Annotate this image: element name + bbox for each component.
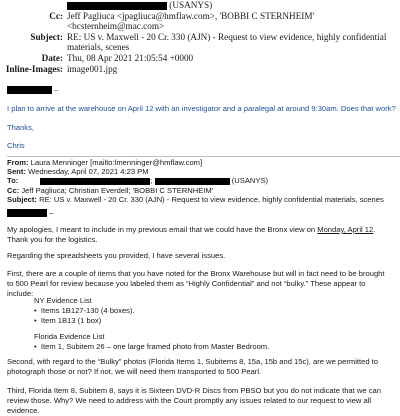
redaction-block bbox=[40, 178, 150, 185]
email-salutation: – bbox=[7, 208, 391, 218]
fwd-sent-row bbox=[7, 167, 384, 176]
subject-value-cont: materials, scenes bbox=[67, 42, 130, 53]
fwd-sent-label: Sent: bbox=[7, 167, 26, 177]
inline-images-label: Inline-Images: bbox=[5, 63, 63, 74]
fl-evidence-title: Florida Evidence List bbox=[34, 332, 105, 341]
fwd-to-suffix: (USANYS) bbox=[231, 176, 269, 186]
fwd-from-value: Laura Menninger [mailto:lmenninger@hmflaw.com] bbox=[30, 158, 203, 167]
email-paragraph-2: Regarding the spreadsheets you provided, I have several issues. bbox=[7, 251, 226, 260]
subject-value: RE: US v. Maxwell - 20 Cr. 330 (AJN) - Request to view evidence, highly confidential bbox=[67, 31, 387, 42]
forwarded-header bbox=[7, 158, 384, 204]
header-to-row bbox=[0, 0, 400, 11]
fwd-cc-label: Cc: bbox=[7, 185, 20, 195]
date-highlight: Monday, April 12 bbox=[317, 225, 374, 234]
email-paragraph-4: Second, with regard to the “Bulky” photos (Florida Items 1, Subitems 8, 15a, 15b and 15c), are we permitted to photograph those or not? If not, we will need them transported to 500 Pearl. bbox=[7, 357, 379, 376]
email-paragraph-1: My apologies, I meant to include in my previous email that we could have the Bronx view on Monday, April 12. Thank you for the logistics. bbox=[7, 225, 376, 244]
reply-thanks: Thanks, bbox=[7, 123, 35, 132]
ny-evidence-section bbox=[34, 296, 374, 326]
email-paragraph-3: First, there are a couple of items that you have noted for the Bronx Warehouse but will in fact need to be brought to 500 Pearl for review because you labeled them as “Highly Confidential” and not “bulky.” These appear to include: bbox=[7, 269, 385, 298]
header-subject-row bbox=[0, 32, 400, 43]
fwd-cc-row bbox=[7, 186, 384, 195]
cc-label: Cc: bbox=[49, 10, 63, 21]
fwd-cc-value: Jeff Pagliuca; Christian Everdell; 'BOBBI C STERNHEIM' bbox=[21, 185, 214, 195]
reply-body: I plan to arrive at the warehouse on April 12 with an investigator and a paralegal at around 9:30am. Does that work? bbox=[7, 104, 396, 113]
subject-label: Subject: bbox=[30, 31, 63, 42]
fwd-from-label: From: bbox=[7, 158, 29, 167]
ny-evidence-title: NY Evidence List bbox=[34, 296, 92, 305]
inline-images-value: image001.jpg bbox=[67, 63, 118, 74]
fwd-to-row: To: ; (USANYS) bbox=[7, 176, 269, 186]
list-item: • Item 1, Subitem 26 – one large framed photo from Master Bedroom. bbox=[34, 342, 270, 351]
cc-value: Jeff Pagliuca <jpagliuca@hmflaw.com>, 'BOBBI C STERNHEIM' bbox=[67, 10, 315, 21]
header-cc-row bbox=[0, 11, 400, 22]
redaction-block bbox=[155, 178, 230, 185]
header-inline-images-row bbox=[0, 64, 400, 75]
date-label: Date: bbox=[41, 52, 63, 63]
fwd-subject-label: Subject: bbox=[7, 194, 37, 204]
fl-evidence-section bbox=[34, 332, 374, 352]
email-header bbox=[0, 0, 400, 74]
cc-value-cont: <bcsternheim@mac.com> bbox=[67, 21, 165, 32]
fwd-from-row bbox=[7, 158, 384, 167]
list-item: • Item 1B13 (1 box) bbox=[34, 316, 102, 325]
fwd-subject-value: RE: US v. Maxwell - 20 Cr. 330 (AJN) - Request to view evidence, highly confidential materials, scenes bbox=[39, 194, 384, 204]
divider bbox=[7, 156, 400, 157]
reply-signature: Chris bbox=[7, 141, 25, 150]
reply-salutation: – bbox=[7, 85, 58, 94]
fwd-sent-value: Wednesday, April 07, 2021 4:23 PM bbox=[28, 167, 149, 177]
header-to-suffix: (USANYS) bbox=[169, 0, 213, 10]
date-value: Thu, 08 Apr 2021 21:05:54 +0000 bbox=[67, 52, 194, 63]
fwd-subject-row bbox=[7, 195, 384, 204]
list-item: • Items 1B127-130 (4 boxes). bbox=[34, 306, 135, 315]
fwd-to-label: To: bbox=[7, 176, 19, 186]
redaction-block bbox=[7, 86, 52, 94]
email-paragraph-5: Third, Florida Item 8, Subitem 8, says it is Sixteen DVD-R Discs from PBSO but you do not indicate that we can review those. Why? We need to address with the Court promptly any issues related to our request to view all evidence. bbox=[7, 386, 381, 415]
redaction-block bbox=[67, 2, 167, 10]
redaction-block bbox=[7, 209, 47, 217]
header-date-row bbox=[0, 53, 400, 64]
